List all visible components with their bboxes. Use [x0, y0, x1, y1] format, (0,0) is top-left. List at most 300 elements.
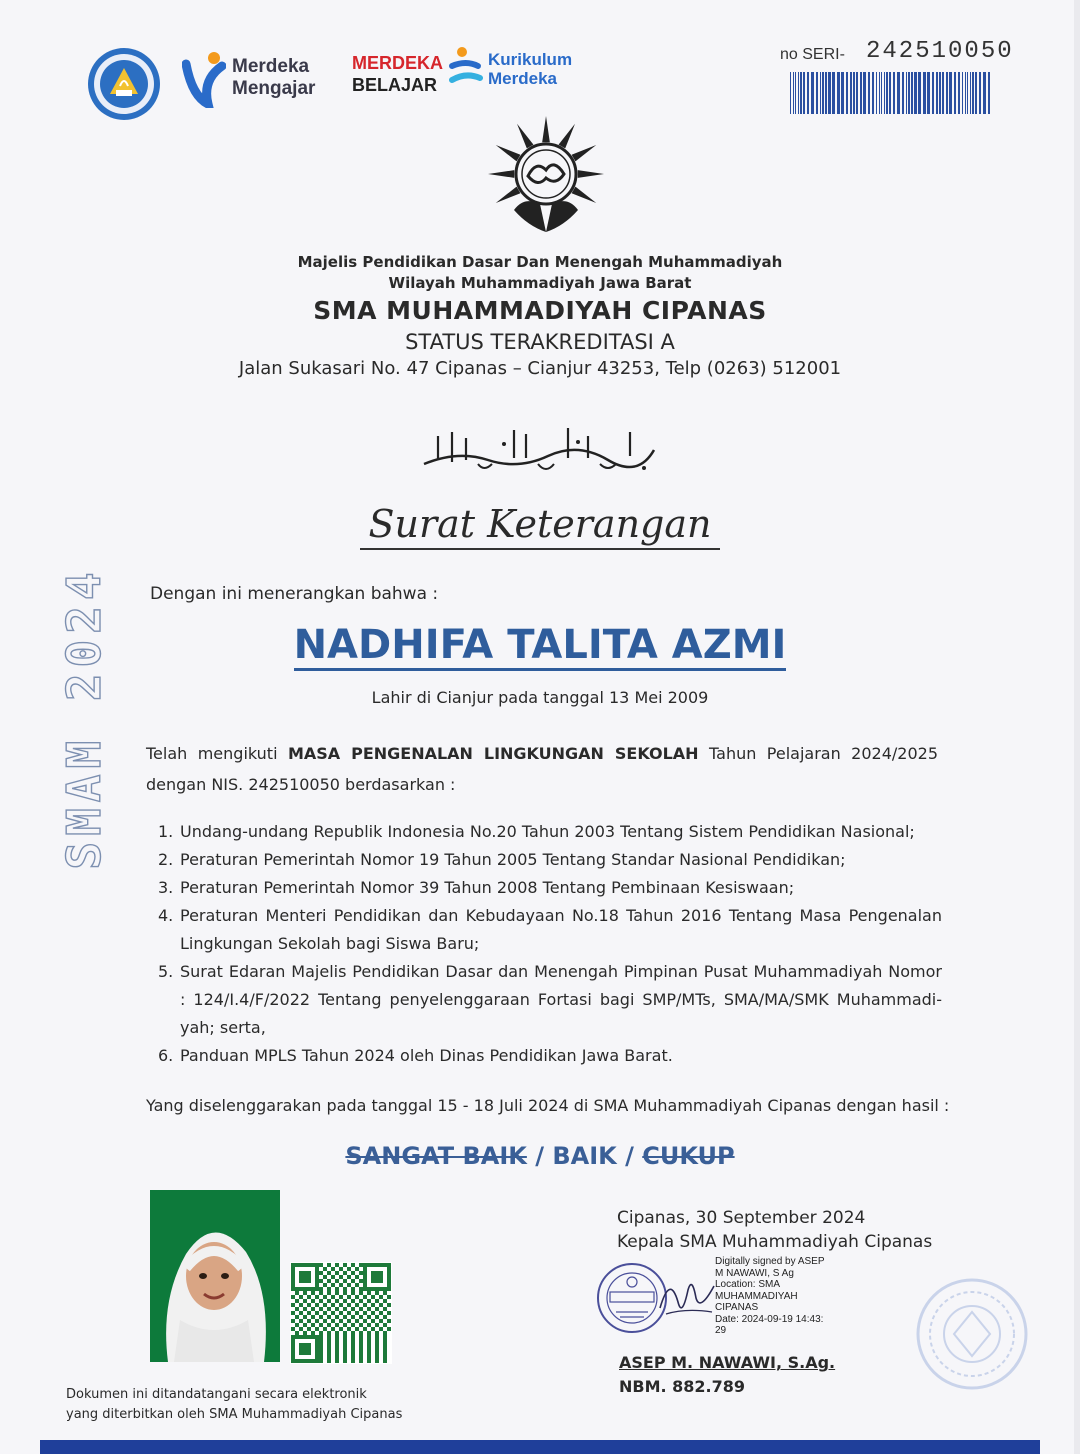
- qr-module: [383, 1351, 387, 1355]
- qr-module: [319, 1351, 323, 1355]
- qr-module: [335, 1355, 339, 1359]
- barcode-bar: [958, 72, 960, 114]
- qr-module: [375, 1347, 379, 1351]
- barcode-bar: [954, 72, 956, 114]
- result-separator: /: [526, 1142, 553, 1170]
- barcode-bar: [879, 72, 880, 114]
- qr-module: [327, 1331, 331, 1335]
- qr-module: [359, 1291, 363, 1295]
- barcode: [790, 72, 994, 114]
- qr-module: [327, 1323, 331, 1327]
- qr-module: [355, 1319, 359, 1323]
- qr-module: [327, 1355, 331, 1359]
- barcode-bar: [967, 72, 968, 114]
- qr-module: [311, 1315, 315, 1319]
- barcode-bar: [983, 72, 986, 114]
- qr-module: [351, 1291, 355, 1295]
- tut-wuri-handayani-logo: [86, 46, 162, 122]
- qr-module: [355, 1327, 359, 1331]
- qr-module: [343, 1315, 347, 1319]
- qr-module: [355, 1295, 359, 1299]
- barcode-bar: [872, 72, 874, 114]
- qr-module: [327, 1315, 331, 1319]
- barcode-bar: [807, 72, 809, 114]
- list-item: [158, 958, 942, 1042]
- qr-module: [375, 1359, 379, 1363]
- qr-module: [327, 1307, 331, 1311]
- qr-module: [367, 1315, 371, 1319]
- barcode-bar: [936, 72, 938, 114]
- qr-module: [307, 1327, 311, 1331]
- barcode-bar: [884, 72, 885, 114]
- legal-basis-list: [158, 818, 942, 1070]
- qr-module: [347, 1267, 351, 1271]
- qr-module: [387, 1327, 391, 1331]
- qr-module: [367, 1291, 371, 1295]
- qr-finder-inner: [299, 1271, 311, 1283]
- participation-paragraph: [146, 738, 938, 800]
- qr-module: [383, 1323, 387, 1327]
- qr-module: [375, 1343, 379, 1347]
- qr-module: [375, 1355, 379, 1359]
- qr-module: [299, 1295, 303, 1299]
- qr-module: [335, 1347, 339, 1351]
- qr-module: [339, 1319, 343, 1323]
- qr-module: [343, 1299, 347, 1303]
- list-item: [158, 902, 942, 958]
- qr-module: [327, 1359, 331, 1363]
- barcode-bar: [972, 72, 974, 114]
- qr-module: [335, 1291, 339, 1295]
- dsig-line: Location: SMA: [715, 1279, 781, 1290]
- qr-module: [351, 1331, 355, 1335]
- qr-module: [303, 1331, 307, 1335]
- qr-module: [371, 1319, 375, 1323]
- qr-module: [303, 1307, 307, 1311]
- qr-module: [319, 1347, 323, 1351]
- emblem-ray: [542, 116, 550, 142]
- qr-module: [383, 1291, 387, 1295]
- qr-module: [327, 1343, 331, 1347]
- side-watermark-text: SMAM 2024: [57, 566, 111, 870]
- muhammadiyah-emblem: [484, 108, 608, 238]
- kurikulum-merdeka-line2: Merdeka: [488, 69, 557, 88]
- qr-module: [387, 1303, 391, 1307]
- qr-module: [375, 1291, 379, 1295]
- qr-module: [359, 1263, 363, 1267]
- qr-module: [327, 1351, 331, 1355]
- qr-module: [383, 1339, 387, 1343]
- paper-edge: [1074, 0, 1080, 1454]
- kurikulum-merdeka-logo: [448, 46, 588, 96]
- qr-module: [335, 1335, 339, 1339]
- barcode-bar: [902, 72, 904, 114]
- qr-module: [323, 1319, 327, 1323]
- qr-module: [295, 1299, 299, 1303]
- qr-module: [375, 1315, 379, 1319]
- qr-module: [303, 1323, 307, 1327]
- barcode-bar: [811, 72, 814, 114]
- qr-module: [367, 1335, 371, 1339]
- qr-module: [375, 1331, 379, 1335]
- merdeka-belajar-logo: [352, 52, 443, 96]
- list-item-number: 3.: [158, 878, 174, 897]
- header-majelis: Majelis Pendidikan Dasar Dan Menengah Muhammadiyah: [297, 253, 783, 271]
- qr-module: [379, 1327, 383, 1331]
- qr-module: [307, 1303, 311, 1307]
- qr-module: [331, 1303, 335, 1307]
- emblem-ray: [488, 170, 514, 178]
- emblem-ray: [559, 124, 575, 149]
- header-wilayah: Wilayah Muhammadiyah Jawa Barat: [388, 274, 692, 292]
- barcode-bar: [853, 72, 855, 114]
- qr-finder-inner: [371, 1271, 383, 1283]
- qr-module: [319, 1291, 323, 1295]
- footnote-line1: Dokumen ini ditandatangani secara elektronik: [66, 1387, 367, 1402]
- qr-module: [363, 1327, 367, 1331]
- list-item: [158, 874, 942, 902]
- qr-module: [367, 1351, 371, 1355]
- qr-module: [351, 1307, 355, 1311]
- merdeka-mengajar-line2: Mengajar: [232, 78, 316, 99]
- qr-module: [351, 1263, 355, 1267]
- qr-module: [339, 1275, 343, 1279]
- qr-module: [315, 1327, 319, 1331]
- qr-module: [319, 1343, 323, 1347]
- barcode-bar: [795, 72, 796, 114]
- qr-module: [347, 1327, 351, 1331]
- qr-module: [335, 1263, 339, 1267]
- qr-module: [367, 1343, 371, 1347]
- qr-module: [335, 1323, 339, 1327]
- barcode-bar: [897, 72, 900, 114]
- qr-module: [327, 1339, 331, 1343]
- para-pre: Telah mengikuti: [146, 744, 288, 763]
- qr-module: [335, 1359, 339, 1363]
- qr-module: [343, 1307, 347, 1311]
- barcode-bar: [988, 72, 990, 114]
- qr-module: [343, 1343, 347, 1347]
- qr-module: [351, 1355, 355, 1359]
- qr-module: [371, 1303, 375, 1307]
- barcode-bar: [946, 72, 948, 114]
- qr-module: [343, 1359, 347, 1363]
- barcode-bar: [886, 72, 888, 114]
- qr-module: [319, 1263, 323, 1267]
- kurikulum-merdeka-icon: [448, 46, 486, 94]
- qr-module: [351, 1323, 355, 1327]
- barcode-bar: [860, 72, 862, 114]
- qr-module: [335, 1331, 339, 1335]
- result-option-baik: BAIK: [552, 1142, 617, 1170]
- qr-module: [375, 1335, 379, 1339]
- qr-module: [379, 1303, 383, 1307]
- qr-module: [327, 1347, 331, 1351]
- barcode-bar: [923, 72, 926, 114]
- student-photo-image: [150, 1190, 280, 1362]
- qr-module: [343, 1271, 347, 1275]
- merdeka-mengajar-icon: [182, 50, 226, 108]
- result-option-cukup: CUKUP: [642, 1142, 735, 1170]
- qr-module: [299, 1303, 303, 1307]
- qr-module: [347, 1295, 351, 1299]
- qr-module: [379, 1295, 383, 1299]
- qr-module: [327, 1335, 331, 1339]
- qr-module: [299, 1311, 303, 1315]
- qr-module: [311, 1331, 315, 1335]
- dsig-line: 29: [715, 1325, 727, 1336]
- faint-seal-watermark: [914, 1276, 1030, 1392]
- qr-module: [319, 1299, 323, 1303]
- qr-module: [315, 1319, 319, 1323]
- list-item: [158, 1042, 942, 1070]
- qr-module: [355, 1283, 359, 1287]
- list-item: [158, 846, 942, 874]
- qr-module: [339, 1327, 343, 1331]
- barcode-bar: [816, 72, 818, 114]
- qr-module: [363, 1319, 367, 1323]
- qr-module: [315, 1303, 319, 1307]
- result-options: [0, 1142, 1080, 1170]
- qr-module: [343, 1351, 347, 1355]
- dsig-line: Digitally signed by ASEP: [715, 1256, 825, 1267]
- qr-module: [343, 1347, 347, 1351]
- qr-module: [383, 1359, 387, 1363]
- para-post: Tahun Pelajaran 2024/2025 dengan NIS. 242510050 berdasarkan :: [146, 744, 939, 794]
- barcode-bar: [846, 72, 848, 114]
- qr-module: [351, 1335, 355, 1339]
- qr-module: [339, 1267, 343, 1271]
- qr-module: [347, 1319, 351, 1323]
- qr-module: [319, 1355, 323, 1359]
- barcode-bar: [939, 72, 941, 114]
- barcode-bar: [876, 72, 877, 114]
- qr-module: [351, 1343, 355, 1347]
- qr-module: [335, 1343, 339, 1347]
- para-bold: MASA PENGENALAN LINGKUNGAN SEKOLAH: [287, 744, 699, 763]
- dsig-line: CIPANAS: [715, 1302, 759, 1313]
- qr-module: [311, 1299, 315, 1303]
- qr-module: [359, 1339, 363, 1343]
- qr-module: [319, 1279, 323, 1283]
- list-item-text: Undang-undang Republik Indonesia No.20 Tahun 2003 Tentang Sistem Pendidikan Nasional;: [180, 822, 915, 841]
- qr-module: [351, 1299, 355, 1303]
- qr-module: [383, 1331, 387, 1335]
- qr-module: [335, 1307, 339, 1311]
- barcode-bar: [975, 72, 977, 114]
- result-option-sangat-baik: SANGAT BAIK: [345, 1142, 527, 1170]
- qr-module: [383, 1347, 387, 1351]
- birth-info: Lahir di Cianjur pada tanggal 13 Mei 2009: [371, 688, 709, 707]
- qr-module: [347, 1311, 351, 1315]
- qr-module: [331, 1267, 335, 1271]
- kurikulum-merdeka-line1: Kurikulum: [488, 50, 573, 69]
- qr-finder-inner: [299, 1343, 311, 1355]
- qr-module: [371, 1295, 375, 1299]
- serial-number: 242510050: [866, 38, 1014, 65]
- qr-module: [383, 1307, 387, 1311]
- barcode-bar: [942, 72, 944, 114]
- qr-module: [359, 1307, 363, 1311]
- barcode-bar: [918, 72, 921, 114]
- qr-module: [343, 1323, 347, 1327]
- qr-module: [295, 1307, 299, 1311]
- qr-module: [291, 1319, 295, 1323]
- qr-module: [319, 1335, 323, 1339]
- qr-module: [335, 1351, 339, 1355]
- qr-module: [315, 1311, 319, 1315]
- bottom-strip: [40, 1440, 1040, 1454]
- qr-module: [359, 1271, 363, 1275]
- list-item-number: 2.: [158, 850, 174, 869]
- qr-module: [359, 1331, 363, 1335]
- barcode-bar: [932, 72, 934, 114]
- barcode-bar: [841, 72, 844, 114]
- qr-module: [383, 1335, 387, 1339]
- qr-module: [351, 1359, 355, 1363]
- qr-module: [359, 1323, 363, 1327]
- qr-module: [327, 1299, 331, 1303]
- list-item-text: Surat Edaran Majelis Pendidikan Dasar dan Menengah Pimpinan Pusat Muhammadiyah Nomor : 124/I.4/F/2022 Tentang penyelenggaraan Fortasi bagi SMP/MTs, SMA/MA/SMK Muhammadi-yah; serta,: [180, 962, 942, 1037]
- qr-module: [351, 1315, 355, 1319]
- qr-module: [327, 1271, 331, 1275]
- qr-module: [335, 1299, 339, 1303]
- barcode-bar: [856, 72, 858, 114]
- qr-module: [375, 1339, 379, 1343]
- qr-module: [291, 1327, 295, 1331]
- qr-module: [359, 1279, 363, 1283]
- qr-module: [339, 1303, 343, 1307]
- qr-module: [331, 1311, 335, 1315]
- qr-module: [367, 1355, 371, 1359]
- qr-module: [335, 1279, 339, 1283]
- dsig-line: M NAWAWI, S Ag: [715, 1267, 794, 1279]
- qr-module: [375, 1307, 379, 1311]
- qr-module: [367, 1307, 371, 1311]
- qr-module: [291, 1311, 295, 1315]
- digital-signature-info: [715, 1256, 845, 1337]
- emblem-ray: [578, 170, 604, 178]
- barcode-bar: [908, 72, 910, 114]
- barcode-bar: [837, 72, 840, 114]
- merdeka-belajar-line1: MERDEKA: [352, 53, 444, 73]
- intro-text: Dengan ini menerangkan bahwa :: [150, 584, 439, 604]
- barcode-bar: [979, 72, 981, 114]
- qr-module: [303, 1315, 307, 1319]
- qr-module: [327, 1263, 331, 1267]
- qr-module: [331, 1275, 335, 1279]
- handwritten-signature: [656, 1268, 718, 1330]
- qr-module: [323, 1311, 327, 1315]
- qr-module: [323, 1267, 327, 1271]
- qr-module: [359, 1299, 363, 1303]
- qr-module: [327, 1291, 331, 1295]
- qr-module: [387, 1295, 391, 1299]
- qr-module: [291, 1295, 295, 1299]
- qr-module: [319, 1339, 323, 1343]
- qr-module: [343, 1339, 347, 1343]
- qr-module: [295, 1291, 299, 1295]
- qr-module: [343, 1263, 347, 1267]
- qr-module: [371, 1327, 375, 1331]
- list-item-number: 4.: [158, 906, 174, 925]
- qr-module: [371, 1311, 375, 1315]
- list-item-text: Panduan MPLS Tahun 2024 oleh Dinas Pendidikan Jawa Barat.: [180, 1046, 673, 1065]
- barcode-bar: [881, 72, 882, 114]
- qr-module: [379, 1319, 383, 1323]
- qr-module: [303, 1299, 307, 1303]
- list-item-text: Peraturan Pemerintah Nomor 39 Tahun 2008 Tentang Pembinaan Kesiswaan;: [180, 878, 795, 897]
- qr-module: [331, 1295, 335, 1299]
- qr-module: [355, 1275, 359, 1279]
- qr-module: [319, 1307, 323, 1311]
- qr-module: [291, 1303, 295, 1307]
- barcode-bar: [889, 72, 891, 114]
- document-title-text: Surat Keterangan: [360, 502, 719, 550]
- qr-module: [347, 1275, 351, 1279]
- barcode-bar: [798, 72, 799, 114]
- qr-module: [311, 1307, 315, 1311]
- student-photo: [150, 1190, 280, 1362]
- qr-module: [331, 1327, 335, 1331]
- qr-module: [331, 1283, 335, 1287]
- barcode-bar: [800, 72, 802, 114]
- emblem-ray: [572, 145, 597, 161]
- dsig-line: MUHAMMADIYAH: [715, 1290, 798, 1302]
- qr-module: [319, 1271, 323, 1275]
- merdeka-belajar-line2: BELAJAR: [352, 75, 438, 95]
- qr-module: [355, 1311, 359, 1315]
- list-item-text: Peraturan Menteri Pendidikan dan Kebudayaan No.18 Tahun 2016 Tentang Masa Pengenalan Lingkungan Sekolah bagi Siswa Baru;: [180, 906, 942, 953]
- qr-module: [335, 1271, 339, 1275]
- qr-module: [351, 1279, 355, 1283]
- qr-module: [387, 1319, 391, 1323]
- barcode-bar: [914, 72, 917, 114]
- qr-module: [375, 1299, 379, 1303]
- qr-module: [351, 1271, 355, 1275]
- qr-module: [339, 1283, 343, 1287]
- qr-module: [375, 1323, 379, 1327]
- side-watermark: [57, 548, 111, 888]
- qr-module: [315, 1295, 319, 1299]
- signer-name: ASEP M. NAWAWI, S.Ag.: [619, 1353, 836, 1372]
- qr-module: [311, 1291, 315, 1295]
- qr-module: [327, 1279, 331, 1283]
- qr-module: [367, 1347, 371, 1351]
- serial-label: no SERI-: [780, 46, 845, 63]
- barcode-bar: [820, 72, 821, 114]
- qr-module: [295, 1331, 299, 1335]
- qr-module: [319, 1287, 323, 1291]
- student-name: [0, 622, 1080, 671]
- place-date: Cipanas, 30 September 2024: [617, 1208, 866, 1228]
- emblem-ray: [517, 124, 533, 149]
- barcode-bar: [893, 72, 895, 114]
- qr-module: [359, 1287, 363, 1291]
- barcode-bar: [790, 72, 791, 114]
- qr-module: [299, 1319, 303, 1323]
- merdeka-mengajar-logo: [182, 50, 332, 110]
- qr-module: [295, 1323, 299, 1327]
- electronic-signature-note: [66, 1385, 402, 1425]
- list-item-number: 1.: [158, 822, 174, 841]
- merdeka-mengajar-line1: Merdeka: [232, 56, 310, 77]
- barcode-bar: [863, 72, 866, 114]
- emblem-ray: [572, 187, 597, 203]
- qr-module: [359, 1351, 363, 1355]
- qr-module: [335, 1315, 339, 1319]
- barcode-bar: [949, 72, 952, 114]
